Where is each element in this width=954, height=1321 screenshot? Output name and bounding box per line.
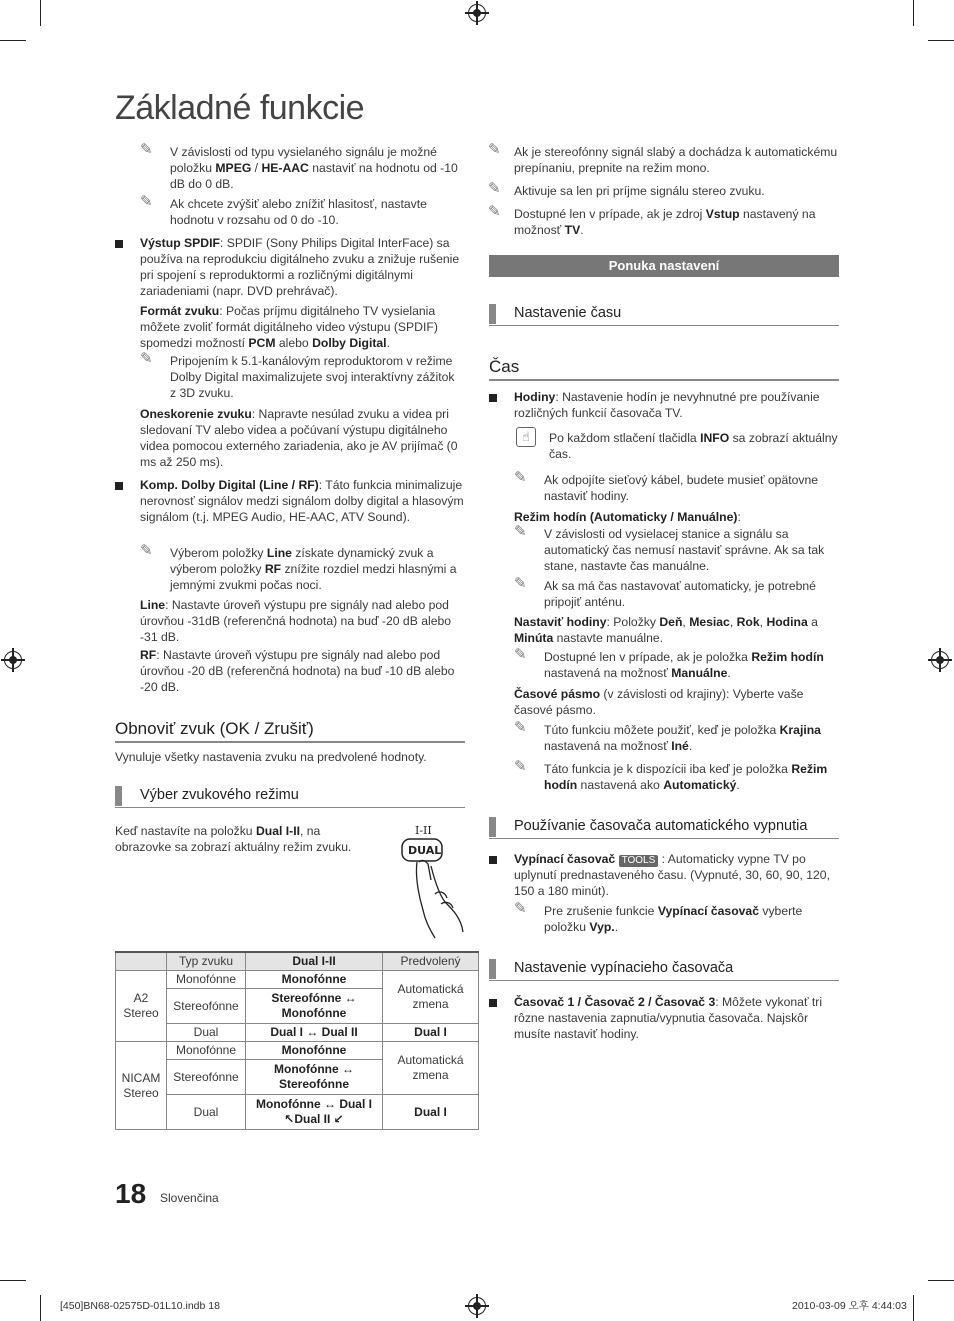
note-dolby: ✎ Pripojením k 5.1-kanálovým reproduktorom v režime Dolby Digital maximalizujete svoj interaktívny zážitok z 3D zvuku. xyxy=(140,350,455,400)
pencil-note-icon: ✎ xyxy=(140,193,153,210)
reset-description: Vynuluje všetky nastavenia zvuku na predvolené hodnoty. xyxy=(115,750,427,764)
heading-time-setup: Nastavenie času xyxy=(514,305,622,321)
footer-timestamp: 2010-03-09 오후 4:44:03 xyxy=(792,1300,907,1312)
table-group-nicam: NICAM Stereo xyxy=(116,1042,167,1130)
note-auto-mode: ✎ Táto funkcia je k dispozícii iba keď je položka Režim hodín nastavená ako Automatický. xyxy=(514,758,828,792)
item-clock: Hodiny: Nastavenie hodín je nevyhnutné pre používanie rozličných funkcií časovača TV. xyxy=(514,389,839,421)
item-audio-format: Formát zvuku: Počas príjmu digitálneho TV vysielania môžete zvoliť formát digitálneho video výstupu (SPDIF) spomedzi možností PCM alebo Dolby Digital. xyxy=(140,304,438,350)
heading-on-off-timer: Nastavenie vypínacieho časovača xyxy=(514,960,734,976)
heading-marker xyxy=(489,817,496,837)
heading-marker xyxy=(489,304,496,324)
crop-mark xyxy=(40,1295,41,1321)
heading-underline xyxy=(489,838,839,839)
page-language: Slovenčina xyxy=(160,1191,219,1205)
heading-underline xyxy=(115,741,465,743)
item-rf: RF: Nastavte úroveň výstupu pre signály nad alebo pod úrovňou -20 dB (referenčná hodnota) na buď -10 dB alebo -20 dB. xyxy=(140,648,455,694)
remote-label: I-II xyxy=(415,824,432,837)
note-cable: ✎ Ak odpojíte sieťový kábel, budete musieť opätovne nastaviť hodiny. xyxy=(514,469,819,503)
pencil-note-icon: ✎ xyxy=(514,523,527,540)
item-sleep-timer: Vypínací časovač TOOLS : Automaticky vypne TV po uplynutí prednastaveného času. (Vypnuté, 30, 60, 90, 120, 150 a 180 minút). xyxy=(514,851,839,899)
crop-mark xyxy=(913,1295,914,1321)
pencil-note-icon: ✎ xyxy=(488,141,501,158)
remote-dual-button-illustration xyxy=(395,822,470,942)
crop-mark xyxy=(0,40,26,41)
item-clock-mode: Režim hodín (Automaticky / Manuálne): xyxy=(514,510,741,524)
crop-mark xyxy=(0,1280,26,1281)
item-timers: Časovač 1 / Časovač 2 / Časovač 3: Môžete vykonať tri rôzne nastavenia zapnutia/vypnutia časovača. Najskôr musíte nastaviť hodiny. xyxy=(514,994,839,1042)
heading-reset-sound: Obnoviť zvuk (OK / Zrušiť) xyxy=(115,719,314,738)
note-volume: ✎ Ak chcete zvýšiť alebo znížiť hlasitosť, nastavte hodnotu v rozsahu od 0 do -10. xyxy=(140,193,427,227)
footer-file-info: [450]BN68-02575D-01L10.indb 18 xyxy=(60,1300,220,1312)
heading-sleep-timer: Používanie časovača automatického vypnutia xyxy=(514,818,808,834)
item-set-clock: Nastaviť hodiny: Položky Deň, Mesiac, Rok, Hodina a Minúta nastavte manuálne. xyxy=(514,615,818,645)
note-info: Po každom stlačení tlačidla INFO sa zobrazí aktuálny čas. xyxy=(549,431,838,461)
pencil-note-icon: ✎ xyxy=(140,542,153,559)
registration-mark-icon xyxy=(931,651,949,669)
item-spdif: Výstup SPDIF: SPDIF (Sony Philips Digital InterFace) sa používa na reprodukciu digitálneho zvuku a znižuje rušenie pri spojení s reproduktormi a rozličnými digitálnymi zariadeniami (napr. DVD prehrávač). xyxy=(140,235,465,299)
heading-sound-mode: Výber zvukového režimu xyxy=(140,787,299,803)
heading-marker xyxy=(489,959,496,979)
pencil-note-icon: ✎ xyxy=(488,180,501,197)
pencil-note-icon: ✎ xyxy=(140,141,153,158)
item-time-zone: Časové pásmo (v závislosti od krajiny): Vyberte vaše časové pásmo. xyxy=(514,687,804,717)
heading-underline xyxy=(489,379,839,381)
pencil-note-icon: ✎ xyxy=(514,719,527,736)
crop-mark xyxy=(913,0,914,26)
heading-underline xyxy=(489,325,839,326)
item-audio-delay: Oneskorenie zvuku: Napravte nesúlad zvuku a videa pri sledovaní TV alebo videa a počúvaní výstupu digitálneho videa pomocou externého zariadenia, ako je AV prijímač (0 ms až 250 ms). xyxy=(140,407,458,469)
pencil-note-icon: ✎ xyxy=(514,646,527,663)
remote-button-label: DUAL xyxy=(408,844,442,857)
sound-mode-table: Typ zvuku Dual I-II Predvolený A2 Stereo Monofónne Monofónne Automatická zmena Stereofónne Stereofónne ↔ Monofónne Dual Dual I ↔ Dual II Dual I NICAM Stereo Monofónne Monofónne Automatická zmena Stereofónne Monofónne ↔ Stereofónne Dual Monofónne ↔ Dual I ↖Dual II ↙ Dual I xyxy=(115,951,479,1130)
crop-mark xyxy=(40,0,41,26)
crop-mark xyxy=(928,40,954,41)
note-stereo-only: ✎ Aktivuje sa len pri príjme signálu stereo zvuku. xyxy=(488,180,765,198)
pencil-note-icon: ✎ xyxy=(514,575,527,592)
registration-mark-icon xyxy=(4,651,22,669)
tools-button-icon: TOOLS xyxy=(619,855,659,867)
pencil-note-icon: ✎ xyxy=(140,350,153,367)
note-weak-stereo: ✎ Ak je stereofónny signál slabý a dochádza k automatickému prepínaniu, prepnite na režim mono. xyxy=(488,141,838,175)
mode-description: Keď nastavíte na položku Dual I-II, na obrazovke sa zobrazí aktuálny režim zvuku. xyxy=(115,824,352,854)
pencil-note-icon: ✎ xyxy=(514,900,527,917)
page-title: Základné funkcie xyxy=(115,89,365,127)
note-source-tv: ✎ Dostupné len v prípade, ak je zdroj Vstup nastavený na možnosť TV. xyxy=(488,203,816,237)
heading-marker xyxy=(115,786,122,806)
heading-time: Čas xyxy=(489,357,520,376)
pencil-note-icon: ✎ xyxy=(514,758,527,775)
note-manual: ✎ Dostupné len v prípade, ak je položka Režim hodín nastavená na možnosť Manuálne. xyxy=(514,646,824,680)
hand-info-icon: ☝ xyxy=(516,427,536,447)
item-line: Line: Nastavte úroveň výstupu pre signály nad alebo pod úrovňou -31dB (referenčná hodnota) na buď -20 dB alebo -31 dB. xyxy=(140,598,452,644)
registration-mark-icon xyxy=(468,4,486,22)
note-sleep-off: ✎ Pre zrušenie funkcie Vypínací časovač vyberte položku Vyp.. xyxy=(514,900,803,934)
note-antenna: ✎ Ak sa má čas nastavovať automaticky, je potrebné pripojiť anténu. xyxy=(514,575,816,609)
registration-mark-icon xyxy=(468,1297,486,1315)
note-mpeg: ✎ V závislosti od typu vysielaného signálu je možné položku MPEG / HE-AAC nastaviť na hodnotu od -10 dB do 0 dB. xyxy=(140,141,458,191)
crop-mark xyxy=(928,1280,954,1281)
heading-underline xyxy=(489,980,839,981)
pencil-note-icon: ✎ xyxy=(514,469,527,486)
note-country: ✎ Túto funkciu môžete použiť, keď je položka Krajina nastavená na možnosť Iné. xyxy=(514,719,821,753)
item-dolby-comp: Komp. Dolby Digital (Line / RF): Táto funkcia minimalizuje nerovnosť signálov medzi signálom dolby digital a hlasovým signálom (t.j. MPEG Audio, HE-AAC, ATV Sound). xyxy=(140,478,464,524)
note-line-rf: ✎ Výberom položky Line získate dynamický zvuk a výberom položky RF znížite rozdiel medzi hlasnými a jemnými zvukmi počas noci. xyxy=(140,542,457,592)
pencil-note-icon: ✎ xyxy=(488,203,501,220)
section-banner: Ponuka nastavení xyxy=(489,255,839,277)
heading-underline xyxy=(115,807,465,808)
page-number: 18 xyxy=(115,1178,147,1209)
note-auto-time: ✎ V závislosti od vysielacej stanice a signálu sa automatický čas nemusí nastaviť správne. Ak sa tak stane, nastavte čas manuálne. xyxy=(514,523,825,573)
table-group-a2: A2 Stereo xyxy=(116,971,167,1042)
